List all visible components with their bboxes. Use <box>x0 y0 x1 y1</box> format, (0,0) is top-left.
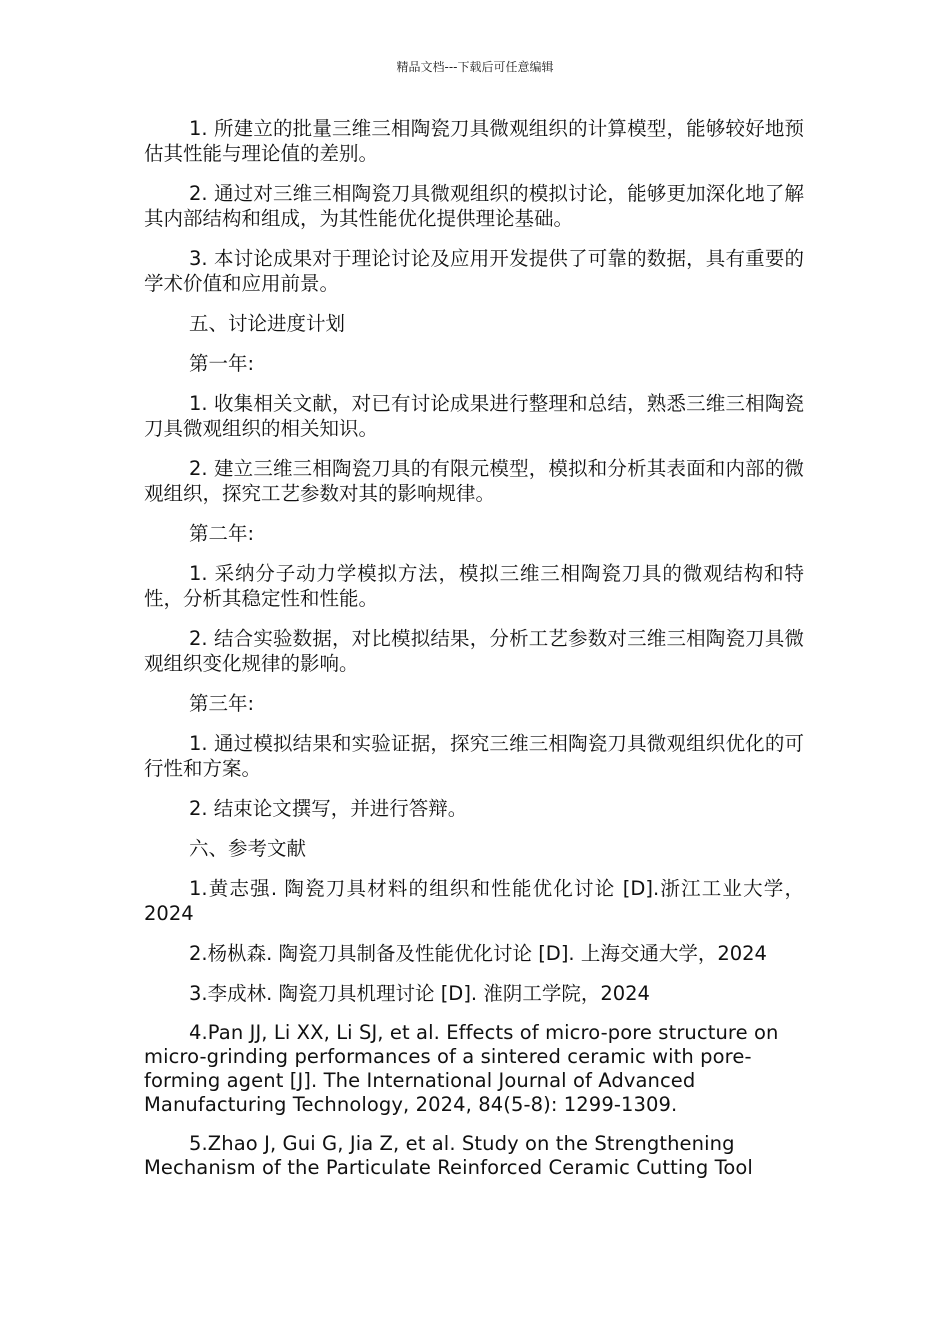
year-three-heading: 第三年: <box>189 692 255 715</box>
paragraph-significance-3: 3. 本讨论成果对于理论讨论及应用开发提供了可靠的数据，具有重要的学术价值和应用前景。 <box>144 247 804 295</box>
section-heading-references: 六、参考文献 <box>189 837 307 860</box>
section-heading-schedule: 五、讨论进度计划 <box>189 312 346 335</box>
year-two-item-1: 1. 采纳分子动力学模拟方法，模拟三维三相陶瓷刀具的微观结构和特性，分析其稳定性和性能。 <box>144 562 804 610</box>
paragraph-significance-1: 1. 所建立的批量三维三相陶瓷刀具微观组织的计算模型，能够较好地预估其性能与理论值的差别。 <box>144 117 804 165</box>
year-one-heading: 第一年: <box>189 352 255 375</box>
year-three-item-2: 2. 结束论文撰写，并进行答辩。 <box>189 797 468 820</box>
page-header: 精品文档---下载后可任意编辑 <box>396 60 554 74</box>
year-one-item-2: 2. 建立三维三相陶瓷刀具的有限元模型，模拟和分析其表面和内部的微观组织，探究工艺参数对其的影响规律。 <box>144 457 804 505</box>
year-two-heading: 第二年: <box>189 522 255 545</box>
reference-4: 4.Pan JJ, Li XX, Li SJ, et al. Effects of micro-pore structure on micro-grinding performances of a sintered ceramic with pore-forming agent [J]. The International Journal of Advanced Manufacturing Technology, 2024, 84(5-8): 1299-1309. <box>144 1021 779 1116</box>
document-body <box>144 116 804 1195</box>
reference-1: 1.黄志强. 陶瓷刀具材料的组织和性能优化讨论 [D].浙江工业大学，2024 <box>144 877 804 925</box>
reference-2: 2.杨枞森. 陶瓷刀具制备及性能优化讨论 [D]. 上海交通大学，2024 <box>189 942 767 965</box>
paragraph-significance-2: 2. 通过对三维三相陶瓷刀具微观组织的模拟讨论，能够更加深化地了解其内部结构和组成，为其性能优化提供理论基础。 <box>144 182 804 230</box>
reference-3: 3.李成林. 陶瓷刀具机理讨论 [D]. 淮阴工学院，2024 <box>189 982 650 1005</box>
year-one-item-1: 1. 收集相关文献，对已有讨论成果进行整理和总结，熟悉三维三相陶瓷刀具微观组织的相关知识。 <box>144 392 804 440</box>
year-two-item-2: 2. 结合实验数据，对比模拟结果，分析工艺参数对三维三相陶瓷刀具微观组织变化规律的影响。 <box>144 627 804 675</box>
year-three-item-1: 1. 通过模拟结果和实验证据，探究三维三相陶瓷刀具微观组织优化的可行性和方案。 <box>144 732 804 780</box>
reference-5: 5.Zhao J, Gui G, Jia Z, et al. Study on the Strengthening Mechanism of the Particulate Reinforced Ceramic Cutting Tool <box>144 1132 753 1179</box>
